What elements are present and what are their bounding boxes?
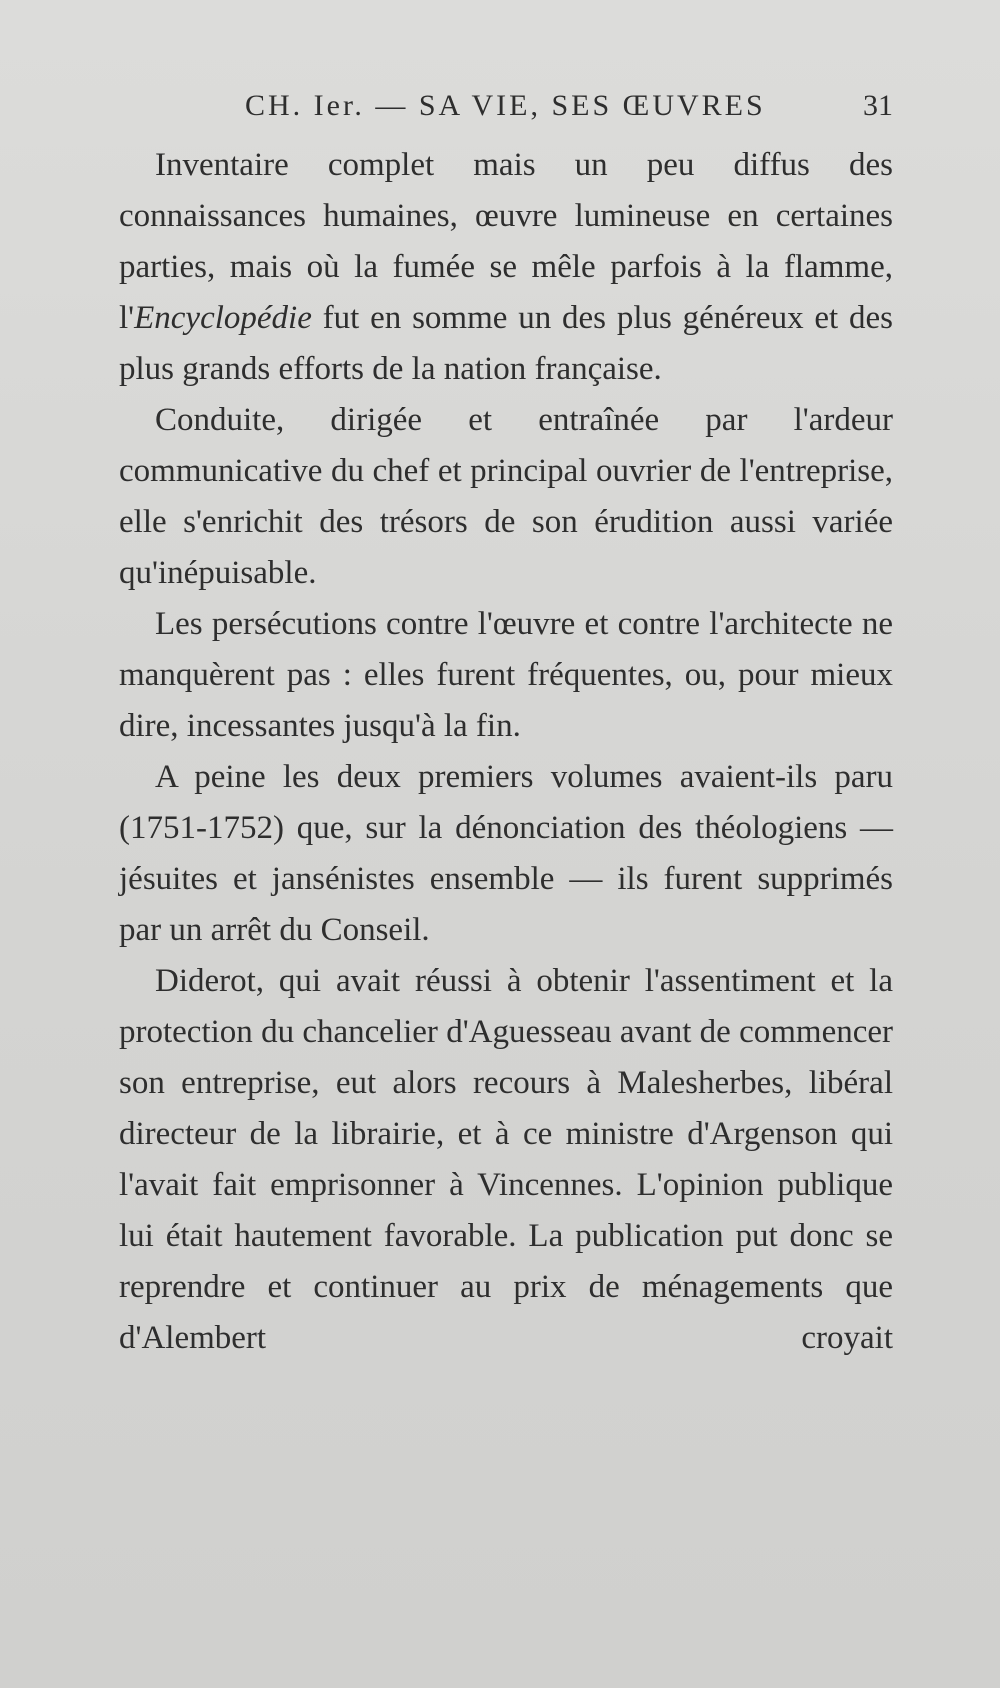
paragraph-diderot: Diderot, qui avait réussi à obtenir l'assentiment et la protection du chancelier d'Aguesseau avant de commencer son entreprise, eut alors recours à Malesherbes, libéral directeur de la librairie, et à ce ministre d'Argenson qui l'avait fait emprisonner à Vincennes. L'opinion publique lui était hautement favorable. La publication put donc se reprendre et continuer au prix de ménagements que d'Alembert croyait	[119, 963, 893, 1356]
paragraph-persecutions: Les persécutions contre l'œuvre et contre l'architecte ne manquèrent pas : elles furent fréquentes, ou, pour mieux dire, incessantes jusqu'à la fin.	[119, 606, 893, 744]
paragraph-encyclopedie	[119, 140, 893, 395]
paragraph-premiers-volumes: A peine les deux premiers volumes avaient-ils paru (1751-1752) que, sur la dénonciation des théologiens — jésuites et jansénistes ensemble — ils furent supprimés par un arrêt du Conseil.	[119, 759, 893, 948]
paragraph-conduite: Conduite, dirigée et entraînée par l'ardeur communicative du chef et principal ouvrier de l'entreprise, elle s'enrichit des trésors de son érudition aussi variée qu'inépuisable.	[119, 402, 893, 591]
paragraph-text: fut en somme un des plus généreux et des plus grands efforts de la nation française.	[119, 300, 893, 387]
paragraph-text: Inventaire complet mais un peu diffus des connaissances humaines, œuvre lumineuse en certaines parties, mais où la fumée se mêle parfois à la flamme, l'	[119, 147, 893, 336]
body-text	[119, 140, 893, 1364]
chapter-title: CH. Ier. — SA VIE, SES ŒUVRES	[245, 89, 766, 122]
running-head	[245, 86, 893, 126]
italic-title: Encyclopédie	[134, 300, 312, 336]
page-number: 31	[863, 89, 893, 122]
